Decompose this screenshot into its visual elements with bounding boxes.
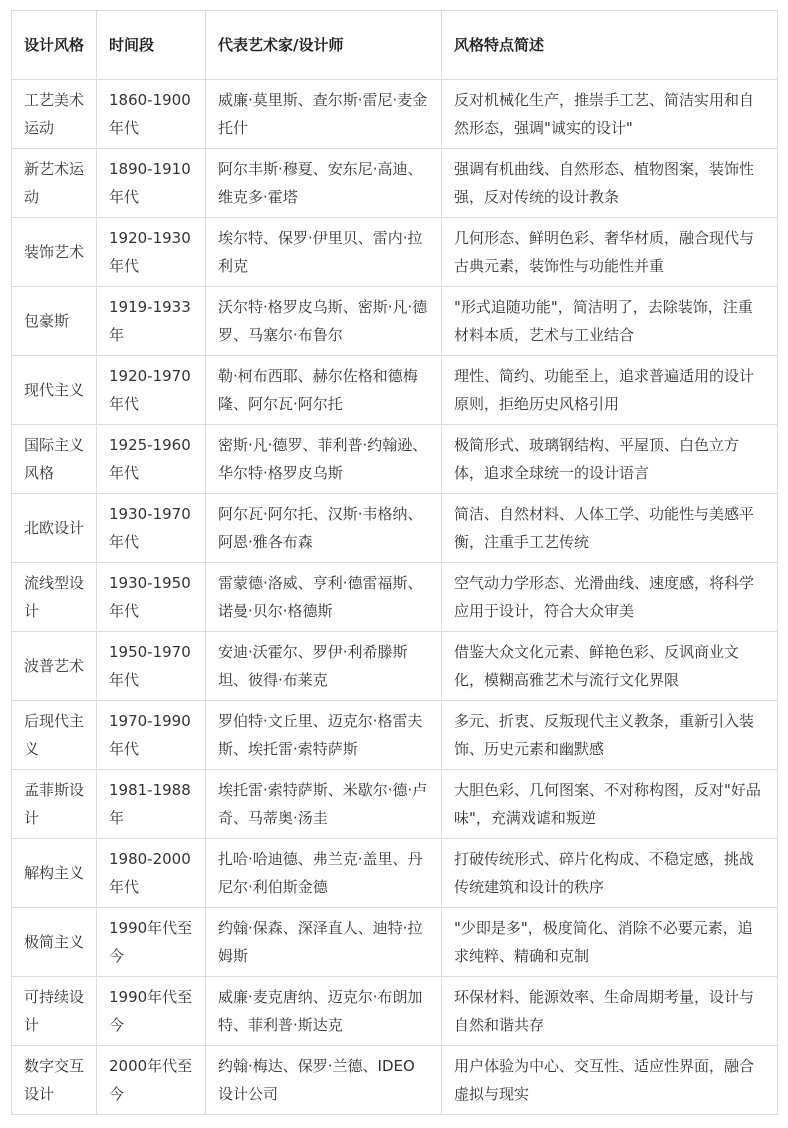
cell-features: 强调有机曲线、自然形态、植物图案，装饰性强，反对传统的设计教条 (442, 149, 778, 218)
cell-style: 工艺美术运动 (12, 80, 97, 149)
cell-artists: 埃尔特、保罗·伊里贝、雷内·拉利克 (206, 218, 442, 287)
cell-period: 1919-1933年 (97, 287, 206, 356)
cell-style: 新艺术运动 (12, 149, 97, 218)
cell-period: 1981-1988年 (97, 770, 206, 839)
cell-style: 包豪斯 (12, 287, 97, 356)
cell-features: 几何形态、鲜明色彩、奢华材质，融合现代与古典元素，装饰性与功能性并重 (442, 218, 778, 287)
cell-features: 多元、折衷、反叛现代主义教条，重新引入装饰、历史元素和幽默感 (442, 701, 778, 770)
cell-features: 反对机械化生产，推崇手工艺、简洁实用和自然形态，强调"诚实的设计" (442, 80, 778, 149)
cell-artists: 约翰·梅达、保罗·兰德、IDEO设计公司 (206, 1046, 442, 1115)
table-row (12, 80, 778, 149)
cell-period: 1980-2000年代 (97, 839, 206, 908)
cell-style: 孟菲斯设计 (12, 770, 97, 839)
cell-features: 理性、简约、功能至上，追求普遍适用的设计原则，拒绝历史风格引用 (442, 356, 778, 425)
table-row (12, 218, 778, 287)
cell-artists: 威廉·莫里斯、查尔斯·雷尼·麦金托什 (206, 80, 442, 149)
header-style: 设计风格 (12, 11, 97, 80)
cell-artists: 密斯·凡·德罗、菲利普·约翰逊、华尔特·格罗皮乌斯 (206, 425, 442, 494)
cell-period: 2000年代至今 (97, 1046, 206, 1115)
cell-period: 1970-1990年代 (97, 701, 206, 770)
cell-artists: 安迪·沃霍尔、罗伊·利希滕斯坦、彼得·布莱克 (206, 632, 442, 701)
table-row (12, 839, 778, 908)
cell-style: 波普艺术 (12, 632, 97, 701)
cell-style: 流线型设计 (12, 563, 97, 632)
table-row (12, 287, 778, 356)
cell-artists: 约翰·保森、深泽直人、迪特·拉姆斯 (206, 908, 442, 977)
cell-style: 解构主义 (12, 839, 97, 908)
table-row (12, 908, 778, 977)
cell-features: 用户体验为中心、交互性、适应性界面，融合虚拟与现实 (442, 1046, 778, 1115)
table-row (12, 770, 778, 839)
cell-style: 后现代主义 (12, 701, 97, 770)
cell-style: 可持续设计 (12, 977, 97, 1046)
cell-style: 极简主义 (12, 908, 97, 977)
cell-period: 1920-1930年代 (97, 218, 206, 287)
design-styles-table (11, 10, 778, 1115)
cell-style: 国际主义风格 (12, 425, 97, 494)
cell-period: 1930-1950年代 (97, 563, 206, 632)
header-period: 时间段 (97, 11, 206, 80)
cell-artists: 扎哈·哈迪德、弗兰克·盖里、丹尼尔·利伯斯金德 (206, 839, 442, 908)
cell-period: 1990年代至今 (97, 977, 206, 1046)
cell-features: 环保材料、能源效率、生命周期考量，设计与自然和谐共存 (442, 977, 778, 1046)
table-row (12, 1046, 778, 1115)
cell-style: 装饰艺术 (12, 218, 97, 287)
cell-features: "少即是多"，极度简化、消除不必要元素，追求纯粹、精确和克制 (442, 908, 778, 977)
table-row (12, 632, 778, 701)
table-row (12, 701, 778, 770)
cell-style: 现代主义 (12, 356, 97, 425)
cell-features: 大胆色彩、几何图案、不对称构图，反对"好品味"，充满戏谑和叛逆 (442, 770, 778, 839)
table-row (12, 494, 778, 563)
cell-period: 1925-1960年代 (97, 425, 206, 494)
cell-features: 借鉴大众文化元素、鲜艳色彩、反讽商业文化，模糊高雅艺术与流行文化界限 (442, 632, 778, 701)
cell-artists: 威廉·麦克唐纳、迈克尔·布朗加特、菲利普·斯达克 (206, 977, 442, 1046)
cell-artists: 雷蒙德·洛威、亨利·德雷福斯、诺曼·贝尔·格德斯 (206, 563, 442, 632)
header-features: 风格特点简述 (442, 11, 778, 80)
cell-artists: 阿尔瓦·阿尔托、汉斯·韦格纳、阿恩·雅各布森 (206, 494, 442, 563)
cell-period: 1950-1970年代 (97, 632, 206, 701)
cell-features: 打破传统形式、碎片化构成、不稳定感，挑战传统建筑和设计的秩序 (442, 839, 778, 908)
cell-period: 1860-1900年代 (97, 80, 206, 149)
cell-period: 1920-1970年代 (97, 356, 206, 425)
table-row (12, 977, 778, 1046)
cell-features: 空气动力学形态、光滑曲线、速度感，将科学应用于设计，符合大众审美 (442, 563, 778, 632)
cell-artists: 沃尔特·格罗皮乌斯、密斯·凡·德罗、马塞尔·布鲁尔 (206, 287, 442, 356)
table-row (12, 563, 778, 632)
table-row (12, 425, 778, 494)
header-artists: 代表艺术家/设计师 (206, 11, 442, 80)
table-header-row (12, 11, 778, 80)
cell-features: 极简形式、玻璃钢结构、平屋顶、白色立方体，追求全球统一的设计语言 (442, 425, 778, 494)
cell-artists: 勒·柯布西耶、赫尔佐格和德梅隆、阿尔瓦·阿尔托 (206, 356, 442, 425)
cell-artists: 埃托雷·索特萨斯、米歇尔·德·卢奇、马蒂奥·汤圭 (206, 770, 442, 839)
cell-style: 数字交互设计 (12, 1046, 97, 1115)
cell-period: 1890-1910年代 (97, 149, 206, 218)
cell-features: 简洁、自然材料、人体工学、功能性与美感平衡，注重手工艺传统 (442, 494, 778, 563)
cell-period: 1990年代至今 (97, 908, 206, 977)
table-row (12, 356, 778, 425)
cell-artists: 阿尔丰斯·穆夏、安东尼·高迪、维克多·霍塔 (206, 149, 442, 218)
cell-period: 1930-1970年代 (97, 494, 206, 563)
table-row (12, 149, 778, 218)
cell-features: "形式追随功能"，简洁明了，去除装饰，注重材料本质，艺术与工业结合 (442, 287, 778, 356)
cell-artists: 罗伯特·文丘里、迈克尔·格雷夫斯、埃托雷·索特萨斯 (206, 701, 442, 770)
cell-style: 北欧设计 (12, 494, 97, 563)
